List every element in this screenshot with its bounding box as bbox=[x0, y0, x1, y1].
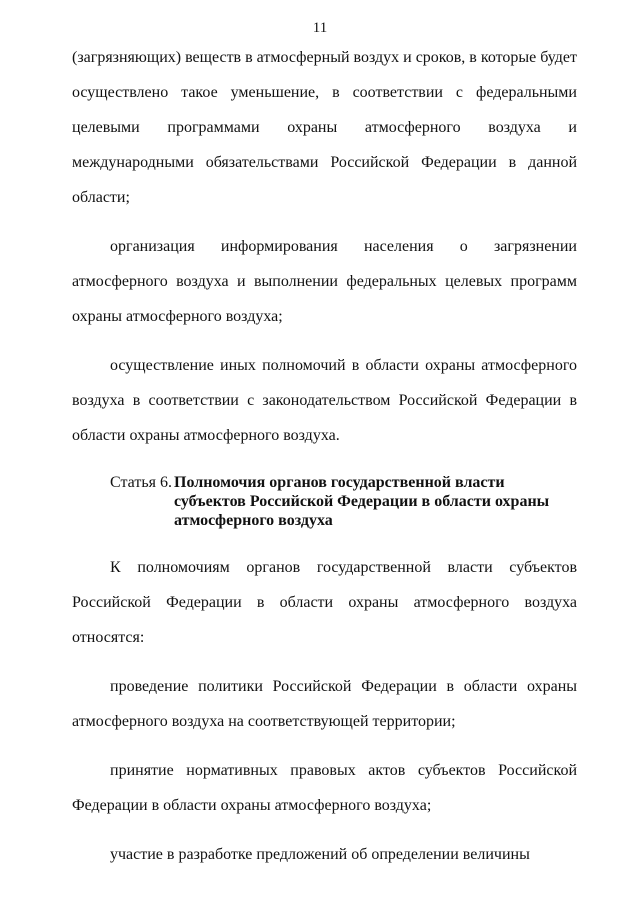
article-title: Полномочия органов государственной власти субъектов Российской Федерации в области охраны атмосферного воздуха bbox=[174, 474, 550, 529]
page-number: 11 bbox=[312, 20, 328, 36]
paragraph-informing: организация информирования населения о загрязнении атмосферного воздуха и выполнении федеральных целевых программ охраны атмосферного воздуха; bbox=[72, 238, 577, 325]
article-label: Статья 6. bbox=[110, 474, 172, 491]
article-heading bbox=[72, 473, 577, 530]
paragraph-other-powers: осуществление иных полномочий в области охраны атмосферного воздуха в соответствии с законодательством Российской Федерации в области охраны атмосферного воздуха. bbox=[72, 357, 577, 444]
paragraph-legal-acts: принятие нормативных правовых актов субъектов Российской Федерации в области охраны атмосферного воздуха; bbox=[72, 762, 577, 814]
document-body bbox=[72, 40, 577, 872]
paragraph-policy: проведение политики Российской Федерации в области охраны атмосферного воздуха на соответствующей территории; bbox=[72, 678, 577, 730]
paragraph-continuation: (загрязняющих) веществ в атмосферный воздух и сроков, в которые будет осуществлено такое уменьшение, в соответствии с федеральными целевыми программами охраны атмосферного воздуха и международными обязательствами Российской Федерации в данной области; bbox=[72, 49, 577, 206]
paragraph-participation: участие в разработке предложений об определении величины bbox=[110, 846, 530, 863]
paragraph-powers-intro: К полномочиям органов государственной власти субъектов Российской Федерации в области охраны атмосферного воздуха относятся: bbox=[72, 559, 577, 646]
